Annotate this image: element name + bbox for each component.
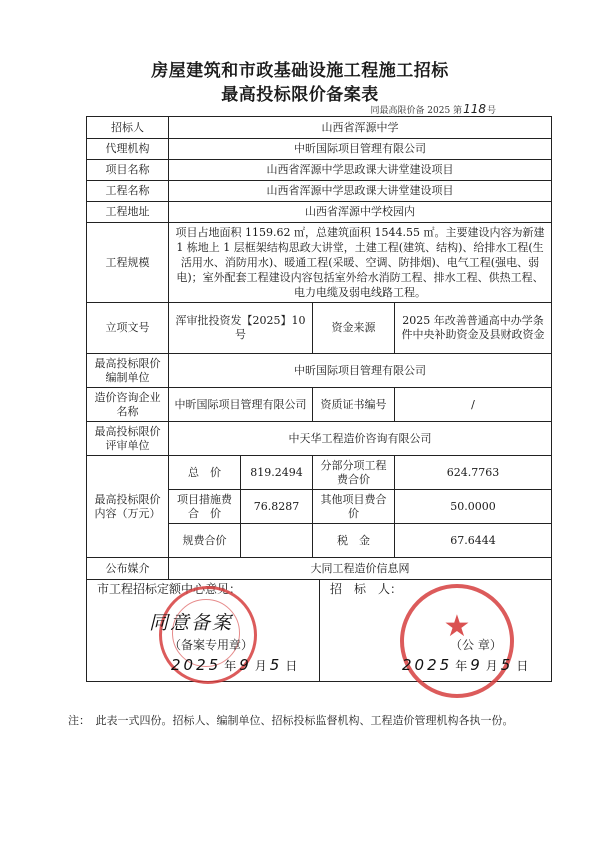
approval-date-month: 9: [239, 656, 252, 674]
total-label: 总 价: [169, 456, 241, 490]
total-value: 819.2494: [241, 456, 313, 490]
filing-seal-note: （备案专用章）: [169, 638, 254, 652]
consult-label: 造价咨询企业名称: [87, 388, 169, 422]
form-title-line1: 房屋建筑和市政基础设施工程施工招标: [151, 61, 449, 81]
compiler-value: 中昕国际项目管理有限公司: [169, 354, 552, 388]
site-value: 山西省浑源中学校园内: [169, 202, 552, 223]
row-agency: [87, 139, 552, 160]
fund-value: 2025 年改善普通高中办学条件中央补助资金及县财政资金: [395, 303, 552, 354]
cert-label: 资质证书编号: [313, 388, 395, 422]
day-char: 日: [516, 659, 529, 673]
fees-value: [241, 524, 313, 558]
row-scale: [87, 223, 552, 303]
handwritten-approval: 同意备案: [149, 612, 234, 634]
docno-prefix: 同最高限价备 2025 第: [370, 106, 463, 116]
tax-label: 税 金: [313, 524, 395, 558]
month-char: 月: [254, 659, 267, 673]
day-char: 日: [285, 659, 298, 673]
year-char: 年: [455, 659, 468, 673]
approval-date-year: 2025: [171, 656, 222, 674]
media-value: 大同工程造价信息网: [169, 558, 552, 580]
row-site: [87, 202, 552, 223]
seal-star-icon: ★: [443, 609, 471, 644]
other-label: 其他项目费合 价: [313, 490, 395, 524]
tax-value: 67.6444: [395, 524, 552, 558]
approval-label: 立项文号: [87, 303, 169, 354]
approval-center-block: [87, 580, 319, 680]
fees-label: 规费合价: [169, 524, 241, 558]
tenderer-label: 招标人: [87, 117, 169, 139]
subitem-value: 624.7763: [395, 456, 552, 490]
subitem-label: 分部分项工程费合价: [313, 456, 395, 490]
year-char: 年: [224, 659, 237, 673]
site-label: 工程地址: [87, 202, 169, 223]
measures-value: 76.8287: [241, 490, 313, 524]
row-total: [87, 456, 552, 490]
work-label: 工程名称: [87, 181, 169, 202]
approval-center-label: 市工程招标定额中心意见：: [97, 582, 242, 596]
other-value: 50.0000: [395, 490, 552, 524]
month-char: 月: [485, 659, 498, 673]
project-value: 山西省浑源中学思政课大讲堂建设项目: [169, 160, 552, 181]
signature-area: [87, 580, 552, 682]
tenderer-date-day: 5: [500, 656, 514, 674]
approval-date-day: 5: [269, 656, 283, 674]
row-work: [87, 181, 552, 202]
content-label: 最高投标限价内容（万元）: [87, 456, 169, 558]
row-media: [87, 558, 552, 580]
tenderer-value: 山西省浑源中学: [169, 117, 552, 139]
row-compiler: [87, 354, 552, 388]
agency-value: 中昕国际项目管理有限公司: [169, 139, 552, 160]
row-approval: [87, 303, 552, 354]
compiler-label: 最高投标限价编制单位: [87, 354, 169, 388]
review-value: 中天华工程造价咨询有限公司: [169, 422, 552, 456]
review-label: 最高投标限价评审单位: [87, 422, 169, 456]
row-review: [87, 422, 552, 456]
measures-label: 项目措施费合 价: [169, 490, 241, 524]
tenderer-date-year: 2025: [402, 656, 453, 674]
project-label: 项目名称: [87, 160, 169, 181]
document-number: [370, 102, 496, 116]
work-value: 山西省浑源中学思政课大讲堂建设项目: [169, 181, 552, 202]
consult-value: 中昕国际项目管理有限公司: [169, 388, 313, 422]
row-project: [87, 160, 552, 181]
scale-label: 工程规模: [87, 223, 169, 303]
official-seal-note: （公 章）: [450, 638, 502, 652]
fund-label: 资金来源: [313, 303, 395, 354]
agency-label: 代理机构: [87, 139, 169, 160]
form-title-line2: 最高投标限价备案表: [221, 85, 379, 105]
docno-suffix: 号: [486, 106, 496, 116]
docno-number: 118: [463, 102, 486, 116]
footnote: 注： 此表一式四份。招标人、编制单位、招标投标监督机构、工程造价管理机构各执一份。: [68, 714, 514, 727]
row-tenderer: [87, 117, 552, 139]
scale-value: 项目占地面积 1159.62 ㎡，总建筑面积 1544.55 ㎡。主要建设内容为新建 1 栋地上 1 层框架结构思政大讲堂，土建工程(建筑、结构)、给排水工程(生活用水、消防用水)、暖通工程(采暖、空调、防排烟)、电气工程(强电、弱电)；室外配套工程建设内容包括室外给水消防工程、排水工程、供热工程、电力电缆及弱电线路工程。: [169, 223, 552, 303]
approval-date: [171, 658, 300, 673]
approval-value: 浑审批投资发【2025】10 号: [169, 303, 313, 354]
tenderer-date: [402, 658, 531, 673]
tenderer-sign-label: 招 标 人：: [330, 582, 403, 596]
cert-value: /: [395, 388, 552, 422]
media-label: 公布媒介: [87, 558, 169, 580]
filing-table: [86, 116, 552, 682]
row-signatures: [87, 580, 552, 682]
tenderer-date-month: 9: [470, 656, 483, 674]
tenderer-sign-block: [320, 580, 552, 680]
row-consult: [87, 388, 552, 422]
